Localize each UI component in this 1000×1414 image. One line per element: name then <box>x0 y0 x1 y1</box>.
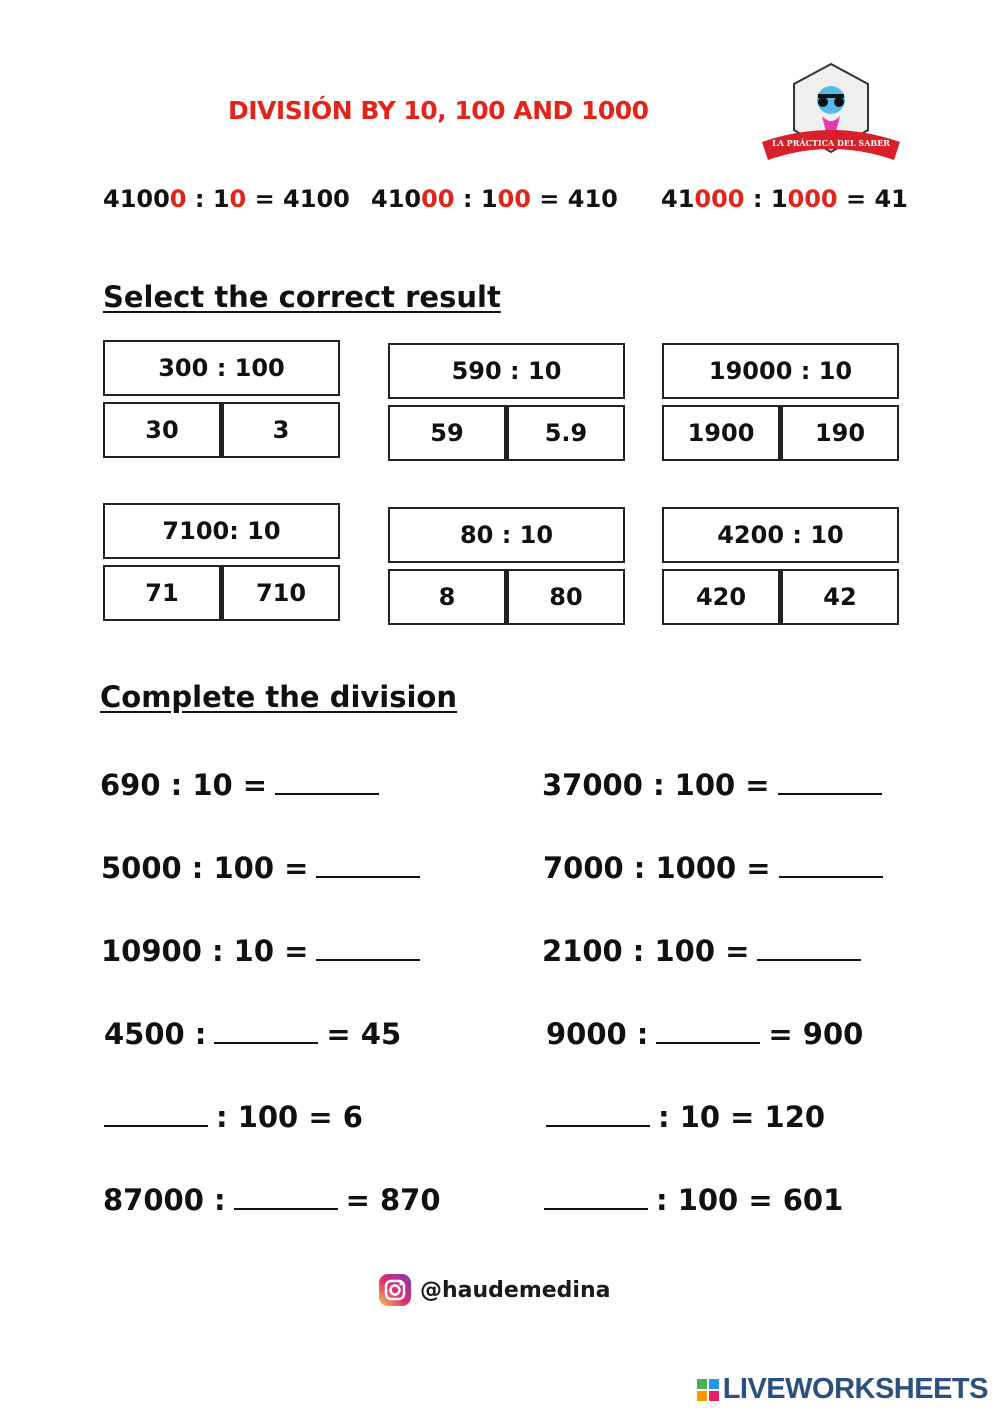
section-heading-complete: Complete the division <box>100 680 458 714</box>
answer-blank[interactable] <box>656 1014 760 1044</box>
liveworksheets-icon <box>697 1379 719 1401</box>
instagram-icon <box>378 1273 412 1307</box>
division-exercise: 2100 : 100 = <box>542 931 869 968</box>
question-card <box>103 340 340 458</box>
answer-option[interactable]: 190 <box>780 405 899 461</box>
answer-option[interactable]: 5.9 <box>506 405 625 461</box>
question-card <box>388 343 625 461</box>
division-exercise: 7000 : 1000 = <box>543 848 891 885</box>
liveworksheets-brand <box>697 1373 988 1406</box>
division-exercise: 37000 : 100 = <box>542 765 890 802</box>
answer-blank[interactable] <box>779 848 883 878</box>
answer-blank[interactable] <box>275 765 379 795</box>
question-card <box>103 503 340 621</box>
answer-option[interactable]: 420 <box>662 569 780 625</box>
answer-blank[interactable] <box>214 1014 318 1044</box>
question-box: 4200 : 10 <box>662 507 899 563</box>
section-heading-select: Select the correct result <box>103 280 501 314</box>
example-division-10: 41000 : 10 = 4100 <box>103 185 350 213</box>
division-exercise: : 100 = 6 <box>96 1097 363 1134</box>
question-box: 19000 : 10 <box>662 343 899 399</box>
example-division-1000: 41000 : 1000 = 41 <box>661 185 908 213</box>
answer-option[interactable]: 30 <box>103 402 221 458</box>
question-box: 300 : 100 <box>103 340 340 396</box>
answer-option[interactable]: 71 <box>103 565 221 621</box>
question-card <box>662 343 899 461</box>
answer-option[interactable]: 42 <box>780 569 899 625</box>
answer-option[interactable]: 8 <box>388 569 506 625</box>
answer-blank[interactable] <box>316 848 420 878</box>
example-division-100: 41000 : 100 = 410 <box>371 185 618 213</box>
logo-banner-text: LA PRÁCTICA DEL SABER <box>772 138 890 148</box>
division-exercise: 87000 : = 870 <box>103 1180 441 1217</box>
answer-option[interactable]: 710 <box>221 565 340 621</box>
answer-blank[interactable] <box>778 765 882 795</box>
answer-option[interactable]: 3 <box>221 402 340 458</box>
division-exercise: 9000 : = 900 <box>546 1014 863 1051</box>
answer-blank[interactable] <box>104 1097 208 1127</box>
division-exercise: 10900 : 10 = <box>101 931 428 968</box>
answer-blank[interactable] <box>544 1180 648 1210</box>
instagram-handle: @haudemedina <box>420 1277 611 1303</box>
question-box: 7100: 10 <box>103 503 340 559</box>
answer-blank[interactable] <box>316 931 420 961</box>
answer-blank[interactable] <box>757 931 861 961</box>
question-box: 80 : 10 <box>388 507 625 563</box>
division-exercise: : 10 = 120 <box>538 1097 825 1134</box>
answer-option[interactable]: 59 <box>388 405 506 461</box>
question-box: 590 : 10 <box>388 343 625 399</box>
answer-option[interactable]: 1900 <box>662 405 780 461</box>
answer-blank[interactable] <box>234 1180 338 1210</box>
division-exercise: : 100 = 601 <box>536 1180 843 1217</box>
answer-option[interactable]: 80 <box>506 569 625 625</box>
division-exercise: 4500 : = 45 <box>104 1014 401 1051</box>
question-card <box>388 507 625 625</box>
instagram-credit <box>378 1273 610 1307</box>
page-title: DIVISIÓN BY 10, 100 AND 1000 <box>228 96 649 125</box>
answer-blank[interactable] <box>546 1097 650 1127</box>
liveworksheets-logo-text: LIVEWORKSHEETS <box>722 1373 988 1405</box>
question-card <box>662 507 899 625</box>
division-exercise: 690 : 10 = <box>100 765 387 802</box>
logo <box>758 60 904 172</box>
division-exercise: 5000 : 100 = <box>101 848 428 885</box>
